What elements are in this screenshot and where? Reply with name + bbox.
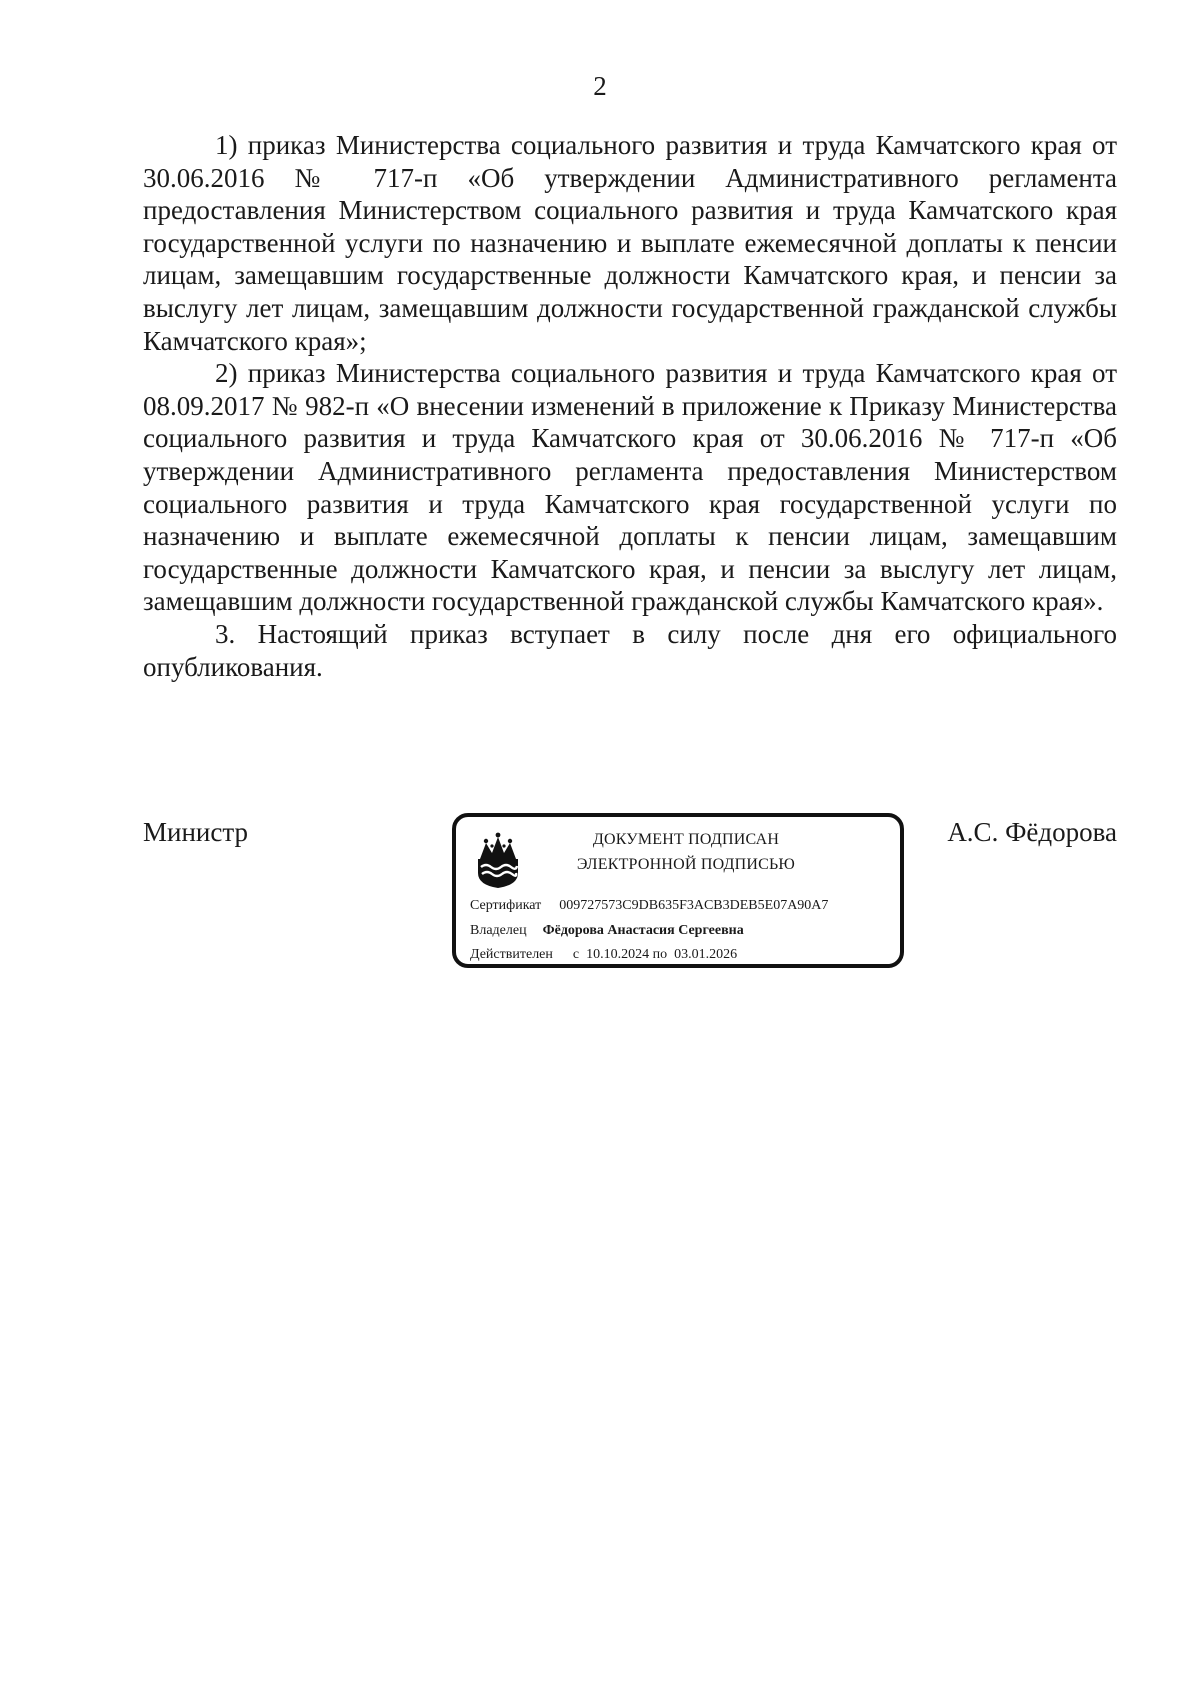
stamp-certificate-row <box>470 897 828 915</box>
valid-period: с 10.10.2024 по 03.01.2026 <box>572 947 738 962</box>
owner-label: Владелец <box>470 923 527 938</box>
document-body <box>143 129 1117 683</box>
kamchatka-coat-of-arms-icon <box>472 829 524 889</box>
stamp-heading <box>536 827 836 877</box>
page-number: 2 <box>593 71 607 101</box>
stamp-validity-row <box>470 946 737 964</box>
signatory-title: Министр <box>143 817 248 847</box>
electronic-signature-stamp <box>452 813 904 968</box>
valid-label: Действителен <box>470 947 553 962</box>
stamp-owner-row <box>470 922 744 940</box>
stamp-heading-line-2: ЭЛЕКТРОННОЙ ПОДПИСЬЮ <box>576 856 796 873</box>
paragraph-item-1: 1) приказ Министерства социального развития и труда Камчатского края от 30.06.2016 № 717-п «Об утверждении Административного регламента предоставления Министерством социального развития и труда Камчатского края государственной услуги по назначению и выплате ежемесячной доплаты к пенсии лицам, замещавшим государственные должности Камчатского края, и пенсии за выслугу лет лицам, замещавшим должности государственной гражданской службы Камчатского края»; <box>143 130 1117 356</box>
certificate-value: 009727573C9DB635F3ACB3DEB5E07A90A7 <box>559 898 829 913</box>
certificate-label: Сертификат <box>470 898 542 913</box>
owner-value: Фёдорова Анастасия Сергеевна <box>542 923 744 938</box>
paragraph-item-3: 3. Настоящий приказ вступает в силу после дня его официального опубликования. <box>143 618 1117 682</box>
stamp-heading-line-1: ДОКУМЕНТ ПОДПИСАН <box>592 831 780 848</box>
signatory-name: А.С. Фёдорова <box>947 817 1117 847</box>
paragraph-item-2: 2) приказ Министерства социального развития и труда Камчатского края от 08.09.2017 № 982-п «О внесении изменений в приложение к Приказу Министерства социального развития и труда Камчатского края от 30.06.2016 № 717-п «Об утверждении Административного регламента предоставления Министерством социального развития и труда Камчатского края государственной услуги по назначению и выплате ежемесячной доплаты к пенсии лицам, замещавшим государственные должности Камчатского края, и пенсии за выслугу лет лицам, замещавшим должности государственной гражданской службы Камчатского края». <box>143 358 1117 617</box>
